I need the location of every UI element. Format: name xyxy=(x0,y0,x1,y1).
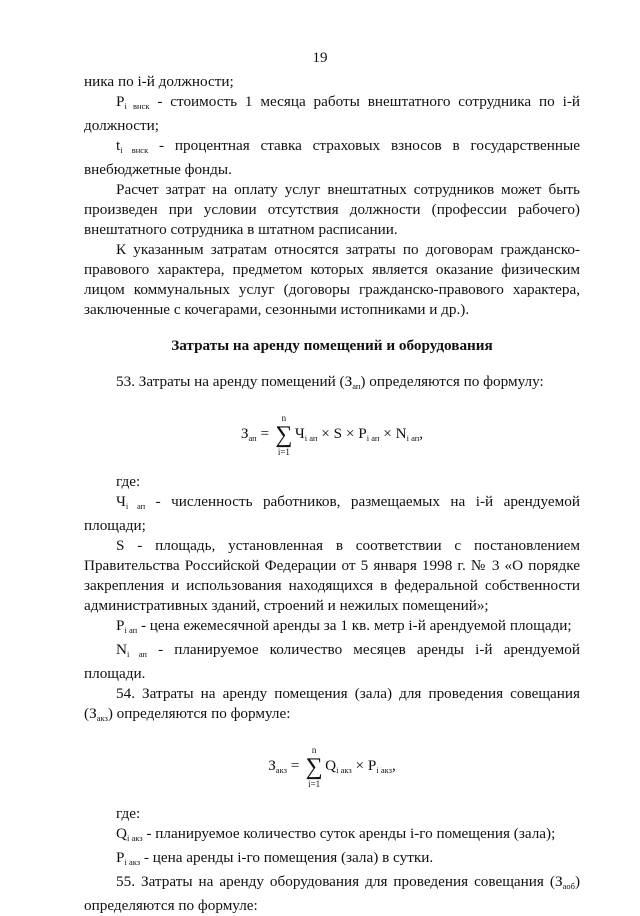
sum-symbol: ∑ n i=1 xyxy=(305,744,323,789)
definition-s: S - площадь, установленная в соответствии с постановлением Правительства Российской Федерации от 5 января 1998 г. № 3 «О порядке закрепления и использования находящихся в федеральной собственности административных зданий, строений и нежилых помещений»; xyxy=(84,537,580,614)
definition-p-vnsk: $P_{i внск}$ - стоимость 1 месяца работы внештатного сотрудника по i-й должности; xyxy=(84,93,580,134)
clause-54: 54. Затраты на аренду помещения (зала) для проведения совещания $(З_{акз})$ определяются по формуле: xyxy=(84,685,580,723)
paragraph-contracts-note: К указанным затратам относятся затраты по договорам гражданско-правового характера, предметом которых является оказание физическим лицом коммунальных услуг (договоры гражданско-правового характера, заключенные с кочегарами, сезонными истопниками и др.). xyxy=(84,241,580,318)
definition-q-akz: $Q_{i акз}$ - планируемое количество суток аренды i-го помещения (зала); xyxy=(116,825,556,843)
definition-p-ap: $P_{i ап}$ - цена ежемесячной аренды за 1 кв. метр i-й арендуемой площади; xyxy=(116,617,572,635)
sum-symbol: ∑ n i=1 xyxy=(275,412,293,457)
paragraph-calculation-note: Расчет затрат на оплату услуг внештатных сотрудников может быть произведен при условии отсутствия должности (профессии рабочего) внештатного сотрудника в штатном расписании. xyxy=(84,181,580,238)
definition-t-vnsk: $t_{i внск}$ - процентная ставка страховых взносов в государственные внебюджетные фонды. xyxy=(84,137,580,178)
definition-n-ap: $N_{i ап}$ - планируемое количество месяцев аренды i-й арендуемой площади. xyxy=(84,641,580,682)
formula-53: $З_{ап}$ = ∑ n i=1 $Ч_{i ап} \times S \times P_{i ап} \times N_{i ап}$, xyxy=(240,412,424,457)
clause-53: 53. Затраты на аренду помещений $(З_{ап})$ определяются по формулу: xyxy=(116,373,544,391)
section-heading: Затраты на аренду помещений и оборудования xyxy=(171,337,493,354)
where-label-2: где: xyxy=(116,805,141,822)
document-body xyxy=(84,72,580,916)
paragraph-continuation: ника по i-й должности; xyxy=(84,73,234,90)
definition-ch-ap: $Ч_{i ап}$ - численность работников, размещаемых на i-й арендуемой площади; xyxy=(84,493,580,534)
definition-p-akz: $P_{i акз}$ - цена аренды i-го помещения (зала) в сутки. xyxy=(116,849,434,867)
where-label-1: где: xyxy=(116,473,141,490)
formula-54: $З_{акз}$ = ∑ n i=1 $Q_{i акз} \times P_{i акз}$, xyxy=(268,744,396,789)
page-number: 19 xyxy=(312,50,328,66)
clause-55: 55. Затраты на аренду оборудования для проведения совещания $(З_{аоб})$ определяются по формуле: xyxy=(84,873,580,914)
